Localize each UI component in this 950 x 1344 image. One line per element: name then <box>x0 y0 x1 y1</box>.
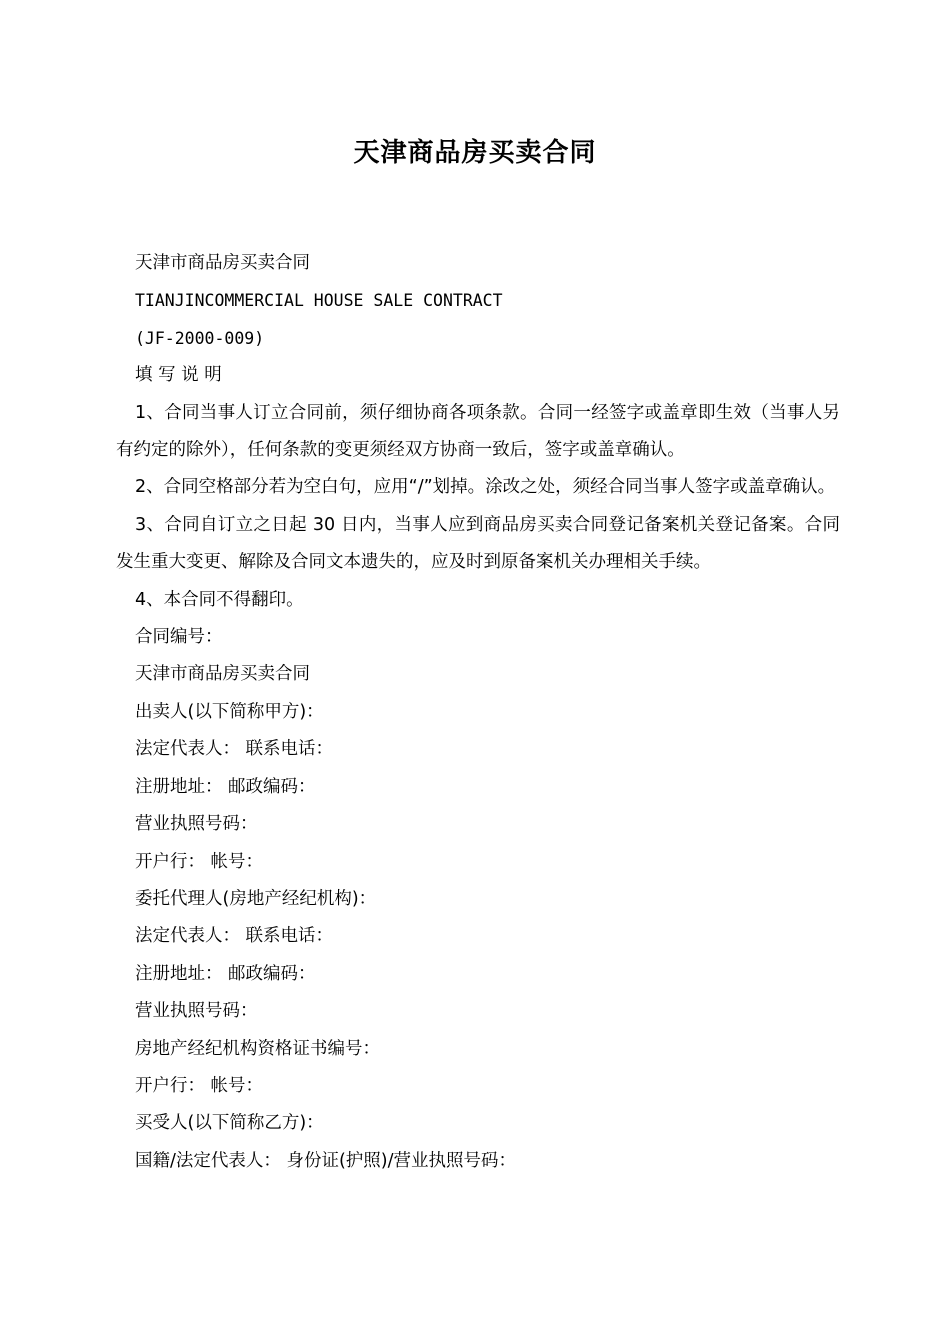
agent-field: 委托代理人(房地产经纪机构)： <box>135 888 377 909</box>
agent-address-field: 注册地址： 邮政编码： <box>135 963 316 984</box>
agent-certificate-field: 房地产经纪机构资格证书编号： <box>135 1038 380 1059</box>
document-title: 天津商品房买卖合同 <box>353 138 597 168</box>
seller-license-field: 营业执照号码： <box>135 814 258 835</box>
agent-license-field: 营业执照号码： <box>135 1001 258 1022</box>
instruction-1: 1、合同当事人订立合同前，须仔细协商各项条款。合同一经签字或盖章即生效（当事人另有约定的除外），任何条款的变更须经双方协商一致后，签字或盖章确认。 <box>116 402 840 461</box>
instructions-heading: 填 写 说 明 <box>135 365 222 386</box>
agent-representative-field: 法定代表人： 联系电话： <box>135 926 334 947</box>
contract-name-en: TIANJINCOMMERCIAL HOUSE SALE CONTRACT <box>135 291 503 311</box>
agent-bank-field: 开户行： 帐号： <box>135 1075 264 1096</box>
contract-number-field: 合同编号： <box>135 627 223 648</box>
contract-code: (JF-2000-009) <box>135 328 265 348</box>
buyer-id-field: 国籍/法定代表人： 身份证(护照)/营业执照号码： <box>135 1150 517 1171</box>
seller-field: 出卖人(以下简称甲方)： <box>135 701 324 722</box>
seller-address-field: 注册地址： 邮政编码： <box>135 776 316 797</box>
contract-subtitle: 天津市商品房买卖合同 <box>135 664 310 685</box>
seller-bank-field: 开户行： 帐号： <box>135 851 264 872</box>
contract-name-cn: 天津市商品房买卖合同 <box>135 253 310 273</box>
instruction-4: 4、本合同不得翻印。 <box>135 589 304 610</box>
instruction-3: 3、合同自订立之日起 30 日内，当事人应到商品房买卖合同登记备案机关登记备案。合同发生重大变更、解除及合同文本遗失的，应及时到原备案机关办理相关手续。 <box>116 514 840 573</box>
instruction-2: 2、合同空格部分若为空白句，应用“/”划掉。涂改之处，须经合同当事人签字或盖章确认。 <box>135 477 836 498</box>
seller-representative-field: 法定代表人： 联系电话： <box>135 739 334 760</box>
document-body <box>116 245 840 1180</box>
buyer-field: 买受人(以下简称乙方)： <box>135 1113 324 1134</box>
